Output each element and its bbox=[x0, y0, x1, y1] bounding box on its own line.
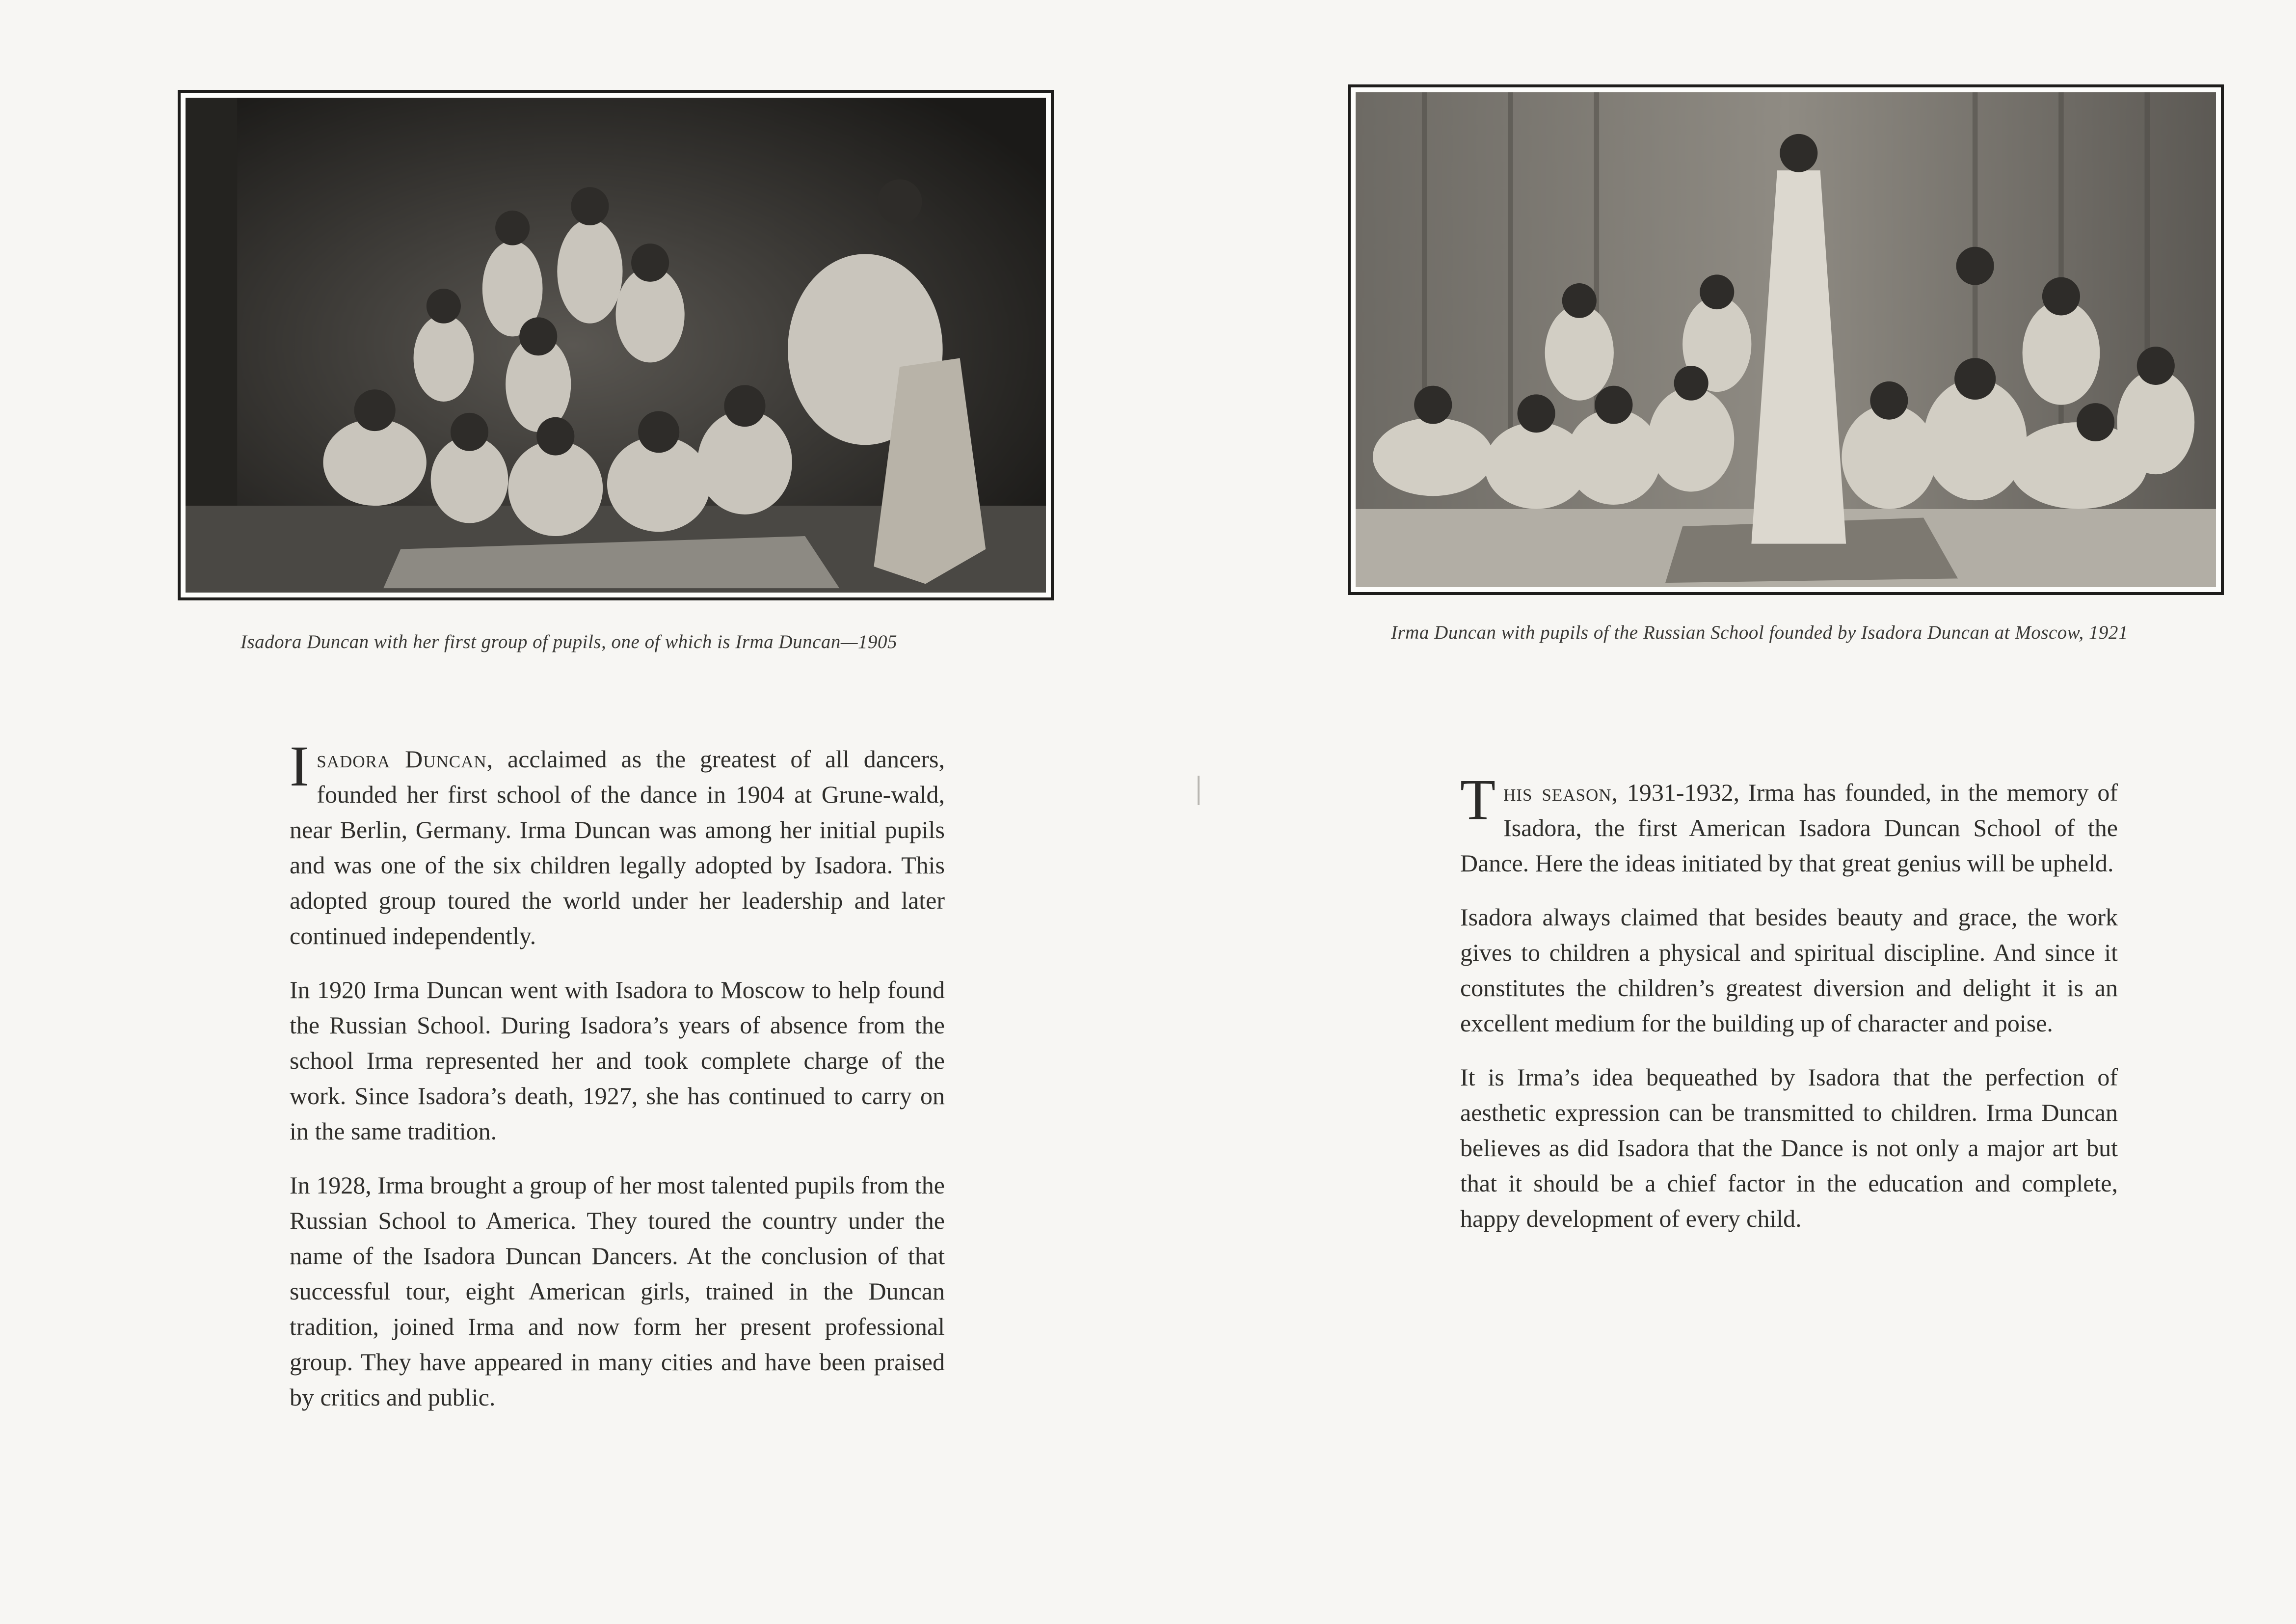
photo-irma-russian-school bbox=[1348, 84, 2224, 595]
lead-small-caps: his season, bbox=[1503, 779, 1619, 806]
right-body-text bbox=[1460, 767, 2118, 1255]
photograph-icon bbox=[1356, 92, 2216, 587]
right-paragraph-3: It is Irma’s idea bequeathed by Isadora that the perfection of aesthetic expression can be transmitted to children. Irma Duncan believes as did Isadora that the Dance is not only a major art but that it should be a chief factor in the education and complete, happy development of every child. bbox=[1460, 1063, 2118, 1232]
dropcap-letter: I bbox=[290, 734, 309, 798]
left-paragraph-1 bbox=[290, 734, 945, 953]
dropcap-letter: T bbox=[1460, 767, 1496, 832]
right-page bbox=[1183, 0, 2296, 1624]
right-paragraph-2: Isadora always claimed that besides beauty and grace, the work gives to children a physical and spiritual discipline. And since it constitutes the children’s greatest diversion and delight it is an excellent medium for the building up of character and poise. bbox=[1460, 903, 2118, 1037]
right-paragraph-1 bbox=[1460, 767, 2118, 881]
photo-caption-left: Isadora Duncan with her first group of pupils, one of which is Irma Duncan—1905 bbox=[240, 631, 898, 652]
photograph-icon bbox=[186, 98, 1046, 593]
left-paragraph-2: In 1920 Irma Duncan went with Isadora to Moscow to help found the Russian School. During Isadora’s years of absence from the school Irma represented her and took complete charge of the work. Since Isadora’s death, 1927, she has continued to carry on in the same tradition. bbox=[290, 976, 945, 1145]
photo-caption-right: Irma Duncan with pupils of the Russian School founded by Isadora Duncan at Moscow, 1921 bbox=[1391, 622, 2128, 643]
lead-small-caps: sadora Duncan, bbox=[317, 745, 494, 773]
paragraph-text: 1931-1932, Irma has founded, in the memory of Isadora, the first American Isadora Duncan School of the Dance. Here the ideas initiated by that great genius will be upheld. bbox=[1460, 779, 2118, 877]
left-body-text bbox=[290, 734, 945, 1434]
photo-isadora-first-pupils bbox=[178, 90, 1054, 600]
paragraph-text: acclaimed as the greatest of all dancers, founded her first school of the dance in 1904 at Grune-wald, near Berlin, Germany. Irma Duncan was among her initial pupils and was one of the six children legally adopted by Isadora. This adopted group toured the world under her leadership and later continued independently. bbox=[290, 745, 945, 949]
left-paragraph-3: In 1928, Irma brought a group of her most talented pupils from the Russian School to America. They toured the country under the name of the Isadora Duncan Dancers. At the conclusion of that successful tour, eight American girls, trained in the Duncan tradition, joined Irma and now form her present professional group. They have appeared in many cities and have been praised by critics and public. bbox=[290, 1171, 945, 1411]
